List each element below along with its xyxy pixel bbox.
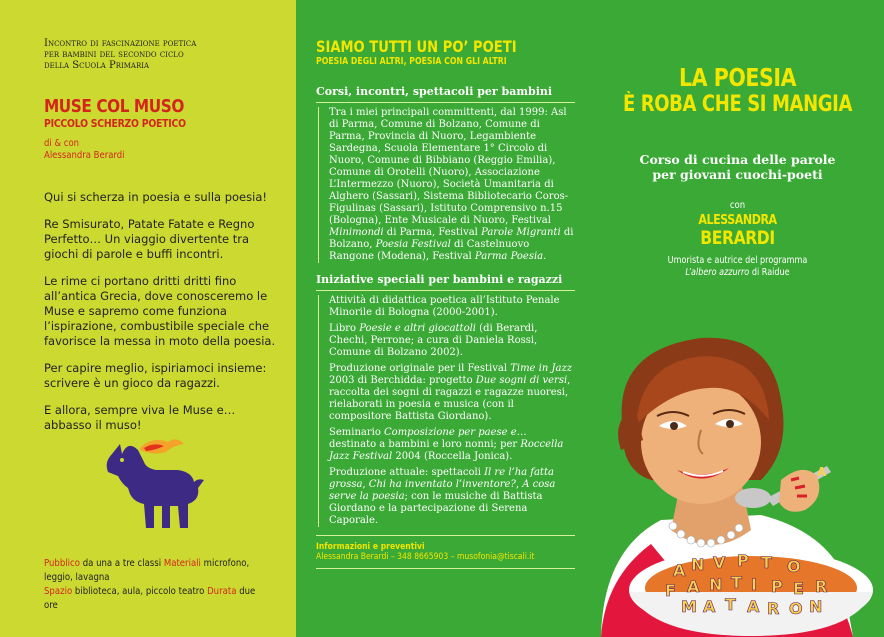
contact-block xyxy=(316,535,575,562)
soup-letter: T xyxy=(731,573,742,592)
middle-panel xyxy=(296,0,591,637)
role-line: L’albero azzurro di Raidue xyxy=(685,267,790,278)
show-subtitle: PICCOLO SCHERZO POETICO xyxy=(44,117,186,130)
section-special-body xyxy=(318,295,575,527)
course-line: per giovani cuochi-poeti xyxy=(652,167,823,182)
byline xyxy=(44,138,243,162)
paragraph: Re Smisurato, Patate Fatate e Regno Perfetto… Un viaggio divertente tra giochi di parole e buffi incontri. xyxy=(44,217,255,261)
soup-letter: T xyxy=(725,595,736,614)
soup-letter: I xyxy=(751,575,757,594)
course-title xyxy=(591,152,884,182)
section-courses-body xyxy=(318,107,575,263)
section-courses-title: Corsi, incontri, spettacoli per bambini xyxy=(316,85,575,103)
author-last-name: BERARDI xyxy=(700,227,775,249)
soup-letter: O xyxy=(789,599,803,618)
show-description xyxy=(44,190,278,433)
author-first-name: ALESSANDRA xyxy=(698,213,777,228)
soup-letter: N xyxy=(691,555,705,574)
list-item: Seminario Composizione per paese e… destinato a bambini e loro nonni; per Roccella Jazz Festival 2004 (Roccella Jonica). xyxy=(329,427,564,462)
right-panel xyxy=(591,0,884,637)
middle-subtitle: POESIA DEGLI ALTRI, POESIA CON GLI ALTRI xyxy=(316,56,507,67)
section-special xyxy=(316,273,575,527)
soup-letter: N xyxy=(809,597,823,616)
intro-line: della Scuola Primaria xyxy=(44,60,150,71)
left-panel xyxy=(0,0,296,637)
soup-letter: T xyxy=(761,553,772,572)
durata-value: due ore xyxy=(44,586,256,611)
six-legged-dog-icon xyxy=(100,432,210,532)
divider xyxy=(316,568,575,569)
list-item: Libro Poesie e altri giocattoli (di Berardi, Chechi, Perrone; a cura di Daniela Rossi, Comune di Bolzano 2002). xyxy=(329,323,538,358)
spazio-value: biblioteca, aula, piccolo teatro xyxy=(74,586,205,597)
intro-line: per bambini del secondo ciclo xyxy=(44,49,184,60)
byline-author: Alessandra Berardi xyxy=(44,150,125,161)
paragraph: Le rime ci portano dritti dritti fino all’antica Grecia, dove conosceremo le Muse e sapremo come funziona l’ispirazione, combustibile speciale che favorisce la messa in moto della poesia. xyxy=(44,274,276,348)
soup-letter: N xyxy=(709,575,723,594)
practical-info xyxy=(44,557,260,613)
con-label: con xyxy=(729,200,746,211)
soup-letter: A xyxy=(747,597,760,616)
soup-letter: E xyxy=(793,579,804,598)
cover-title-line-2: È ROBA CHE SI MANGIA xyxy=(622,92,853,117)
soup-letter: A xyxy=(703,597,716,616)
soup-letter: A xyxy=(673,561,686,580)
paragraph: Qui si scherza in poesia e sulla poesia! xyxy=(44,190,267,204)
soup-letter: V xyxy=(713,553,726,572)
middle-title: SIAMO TUTTI UN PO’ POETI xyxy=(316,37,517,56)
byline-line: di & con xyxy=(44,138,80,149)
pubblico-label: Pubblico xyxy=(44,558,80,569)
soup-letter: A xyxy=(687,577,700,596)
soup-letter: F xyxy=(665,581,676,600)
contact-title: Informazioni e preventivi xyxy=(316,542,425,552)
materiali-value: microfono, leggio, lavagna xyxy=(44,558,250,583)
contact-line[interactable]: Alessandra Berardi – 348 8665903 – musofonia@tiscali.it xyxy=(316,552,535,562)
paragraph: Per capire meglio, ispiriamoci insieme: scrivere è un gioco da ragazzi. xyxy=(44,361,267,390)
role-line: Umorista e autrice del programma xyxy=(667,255,808,266)
list-item: Produzione attuale: spettacoli Il re l’ha fatta grossa, Chi ha inventato l’inventore?, A cosa serve la poesia; con le musiche di Battista Giordano e la partecipazione di Serena Caporale. xyxy=(329,467,556,526)
retro-woman-eating-alphabet-soup-illustration xyxy=(591,330,884,637)
soup-letter: R xyxy=(767,599,780,618)
course-line: Corso di cucina delle parole xyxy=(639,152,836,167)
paragraph: E allora, sempre viva le Muse e… abbasso il muso! xyxy=(44,403,236,432)
durata-label: Durata xyxy=(207,586,237,597)
author-role xyxy=(613,255,862,279)
list-item: Produzione originale per il Festival Time in Jazz 2003 di Berchidda: progetto Due sogni di versi, raccolta dei sogni di ragazzi e ragazze nuoresi, rielaborati in poesia e musica (con il compositore Battista Giordano). xyxy=(329,363,572,422)
section-special-title: Iniziative speciali per bambini e ragazzi xyxy=(316,273,575,291)
list-item: Attività di didattica poetica all’Istituto Penale Minorile di Bologna (2000-2001). xyxy=(329,295,560,318)
soup-letter: O xyxy=(787,557,801,576)
soup-letter: M xyxy=(681,597,697,616)
spoon-letter: A xyxy=(817,465,827,479)
materiali-label: Materiali xyxy=(163,558,201,569)
intro-line: Incontro di fascinazione poetica xyxy=(44,38,197,49)
soup-letter: P xyxy=(737,551,749,570)
soup-letter: P xyxy=(771,577,783,596)
intro-text xyxy=(44,38,278,71)
committenti-text: Tra i miei principali committenti, dal 1999: Asl di Parma, Comune di Bolzano, Comune di Parma, Provincia di Nuoro, Legambiente Sardegna, Scuola Elementare 1° Circolo di Nuoro, Comune di Bibbiano (Reggio Emilia), Comune di Orotelli (Nuoro), Associazione L’Intermezzo (Nuoro), Società Umanitaria di Alghero (Sassari), Sistema Bibliotecario Coros-Figulinas (Sassari), Istituto Comprensivo n.15 (Bologna), Ente Musicale di Nuoro, Festival Minimondi di Parma, Festival Parole Migranti di Bolzano, Poesia Festival di Castelnuovo Rangone (Modena), Festival Parma Poesia. xyxy=(329,107,574,262)
section-courses xyxy=(316,85,575,263)
soup-letter: R xyxy=(815,577,828,596)
cover-title-line-1: LA POESIA xyxy=(678,63,797,92)
spazio-label: Spazio xyxy=(44,586,73,597)
show-title: MUSE COL MUSO xyxy=(44,96,184,117)
pubblico-value: da una a tre classi xyxy=(82,558,162,569)
